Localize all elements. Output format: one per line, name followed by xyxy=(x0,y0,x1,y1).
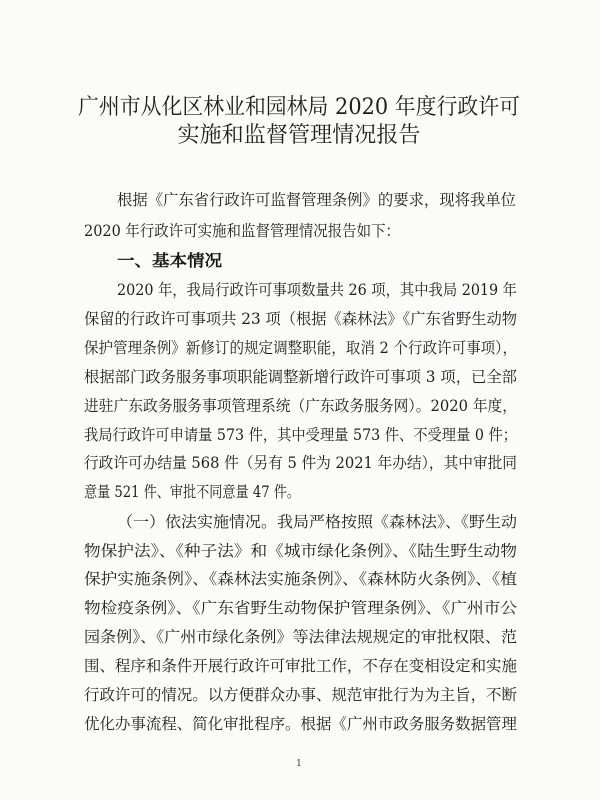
paragraph-line: 保护管理条例》新修订的规定调整职能，取消 2 个行政许可事项）， xyxy=(84,339,546,357)
title-line: 广州市从化区林业和园林局 2020 年度行政许可 xyxy=(78,95,520,120)
title-line: 实施和监督管理情况报告 xyxy=(177,123,421,148)
paragraph-line: 围、程序和条件开展行政许可审批工作，不存在变相设定和实施 xyxy=(84,657,519,675)
paragraph-line: 保护实施条例》、《森林法实施条例》、《森林防火条例》、《植 xyxy=(84,570,518,588)
paragraph-line: 物保护法》、《种子法》和《城市绿化条例》、《陆生野生动物 xyxy=(84,542,488,560)
paragraph-line: 行政许可办结量 568 件（另有 5 件为 2021 年办结），其中审批同 xyxy=(84,454,542,472)
paragraph-line: 保留的行政许可事项共 23 项（根据《森林法》《广东省野生动物 xyxy=(84,310,517,328)
paragraph-line: 根据部门政务服务事项职能调整新增行政许可事项 3 项，已全部 xyxy=(84,368,523,386)
paragraph-line: 园条例》、《广州市绿化条例》等法律法规规定的审批权限、范 xyxy=(84,628,503,646)
paragraph-line: 进驻广东政务服务事项管理系统（广东政务服务网）。2020 年度， xyxy=(84,397,540,415)
page-number: 1 xyxy=(296,759,302,769)
section-heading: 一、基本情况 xyxy=(117,251,222,270)
paragraph-line: 2020 年，我局行政许可事项数量共 26 项，其中我局 2019 年 xyxy=(117,281,551,299)
paragraph-line: 物检疫条例》、《广东省野生动物保护管理条例》、《广州市公 xyxy=(84,599,518,617)
paragraph-line: 意量 521 件、审批不同意量 47 件。 xyxy=(84,483,340,501)
paragraph-line: 行政许可的情况。以方便群众办事、规范审批行为为主旨，不断 xyxy=(84,686,519,704)
paragraph-line: 优化办事流程、简化审批程序。根据《广州市政务服务数据管理 xyxy=(84,715,519,733)
paragraph-line: 我局行政许可申请量 573 件，其中受理量 573 件、不受理量 0 件； xyxy=(84,426,517,444)
paragraph-line: 2020 年行政许可实施和监督管理情况报告如下： xyxy=(84,222,423,240)
paragraph-line: （一）依法实施情况。我局严格按照《森林法》、《野生动 xyxy=(117,513,517,531)
paragraph-line: 根据《广东省行政许可监督管理条例》的要求，现将我单位 xyxy=(117,191,516,209)
